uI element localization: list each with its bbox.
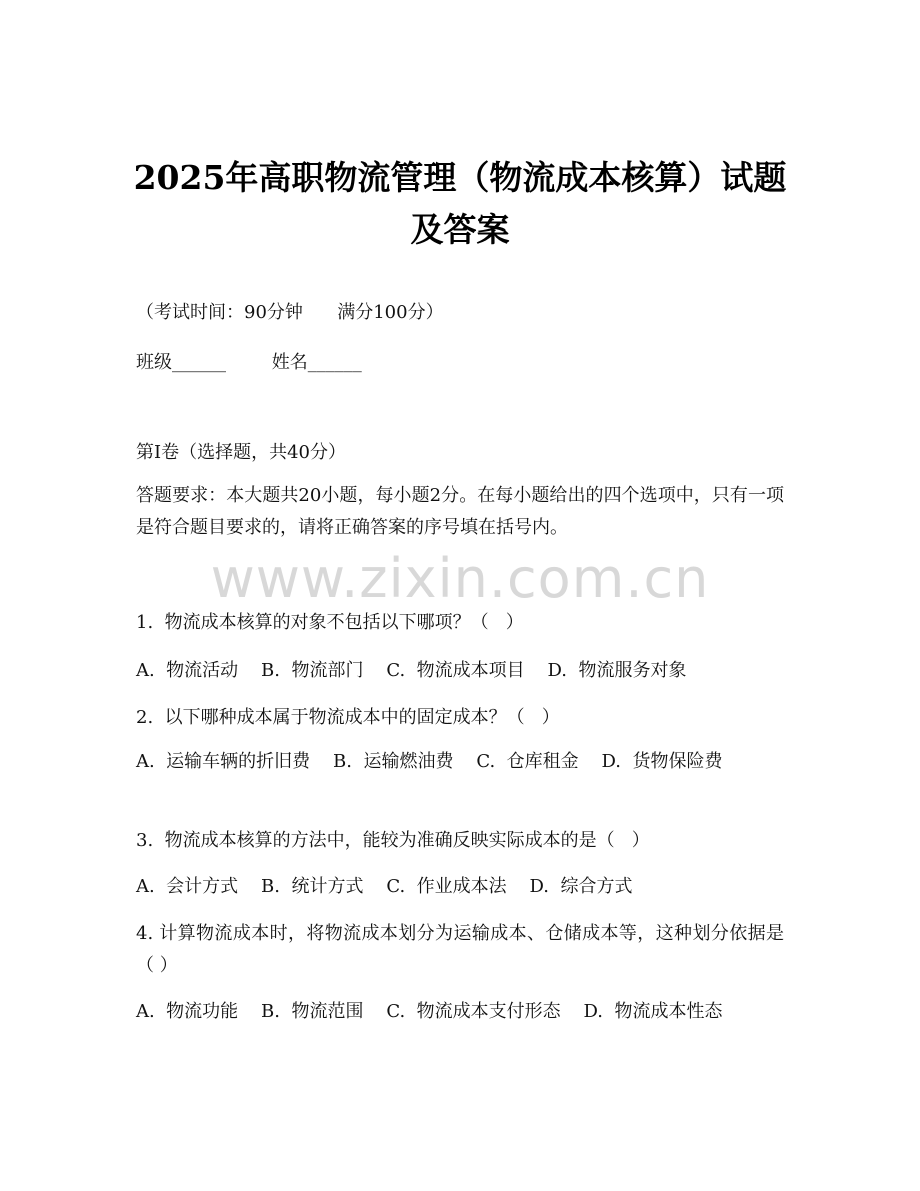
section-heading: 第I卷（选择题，共40分） <box>136 442 347 463</box>
question-3-options: A. 会计方式 B. 统计方式 C. 作业成本法 D. 综合方式 <box>136 876 633 897</box>
question-4-options: A. 物流功能 B. 物流范围 C. 物流成本支付形态 D. 物流成本性态 <box>136 1001 723 1022</box>
question-2-options: A. 运输车辆的折旧费 B. 运输燃油费 C. 仓库租金 D. 货物保险费 <box>136 751 723 772</box>
question-4-stem: 4. 计算物流成本时，将物流成本划分为运输成本、仓储成本等，这种划分依据是（ ） <box>136 923 784 976</box>
class-field: 班级______ <box>136 352 226 373</box>
exam-info: （考试时间：90分钟 满分100分） <box>136 302 444 323</box>
title-line-2: 及答案 <box>410 210 510 249</box>
student-info-row <box>136 350 362 376</box>
instructions: 答题要求：本大题共20小题，每小题2分。在每小题给出的四个选项中，只有一项是符合题目要求的，请将正确答案的序号填在括号内。 <box>136 485 784 538</box>
question-2-stem: 2. 以下哪种成本属于物流成本中的固定成本？（ ） <box>136 707 560 728</box>
question-1-stem: 1. 物流成本核算的对象不包括以下哪项？（ ） <box>136 612 524 633</box>
watermark: www.zixin.com.cn <box>210 547 710 610</box>
title-line-1: 2025年高职物流管理（物流成本核算）试题 <box>133 158 787 197</box>
document-title <box>0 152 920 256</box>
question-1-options: A. 物流活动 B. 物流部门 C. 物流成本项目 D. 物流服务对象 <box>136 660 687 681</box>
name-field: 姓名______ <box>271 352 362 373</box>
question-3-stem: 3. 物流成本核算的方法中，能较为准确反映实际成本的是（ ） <box>136 830 650 851</box>
